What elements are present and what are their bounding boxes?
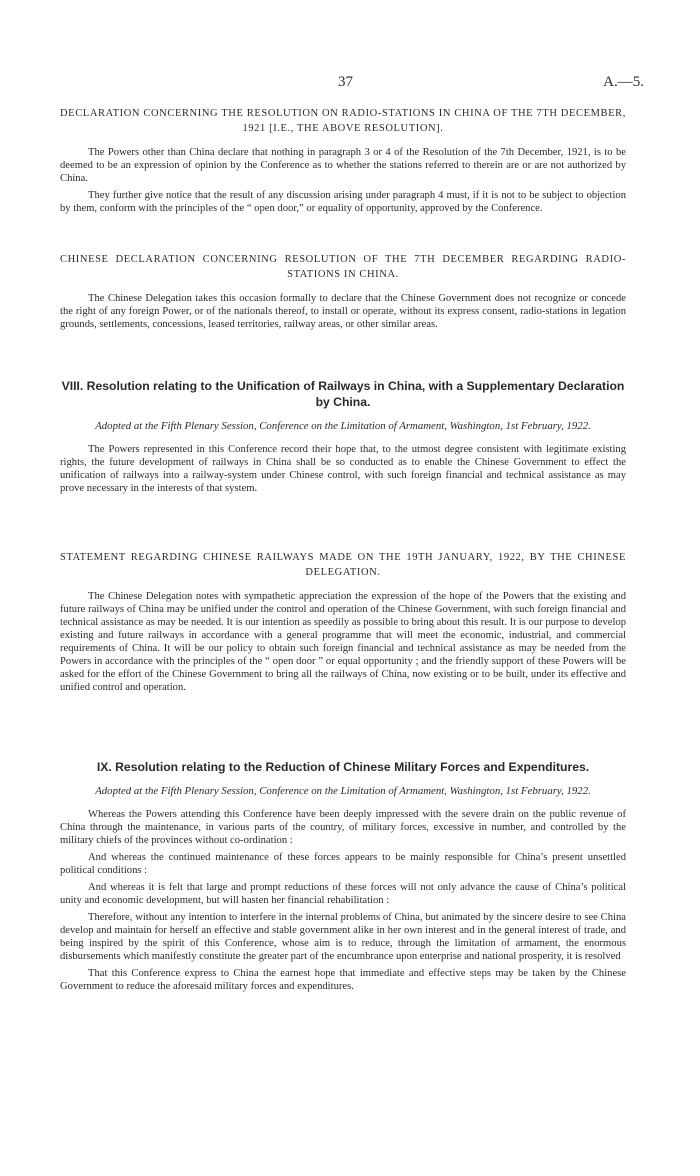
declaration-radio-heading: DECLARATION CONCERNING THE RESOLUTION ON RADIO-STATIONS IN CHINA OF THE 7TH DECEMBER, 1921 [I.E., THE ABOVE RESOLUTION]. [60,108,626,134]
section-ix-title: IX. Resolution relating to the Reduction of Chinese Military Forces and Expenditures. [96,760,590,774]
section-ix-paragraph-1: Whereas the Powers attending this Conference have been deeply impressed with the severe drain on the public revenue of China through the maintenance, in various parts of the country, of military forces, excessive in number, and controlled by the military chiefs of the provinces without co-ordination : [60,809,626,846]
section-ix-paragraph-3: And whereas it is felt that large and prompt reductions of these forces will not only advance the cause of China’s political unity and economic development, but will hasten her financial rehabilitation : [60,882,626,906]
section-ix-paragraph-4: Therefore, without any intention to interfere in the internal problems of China, but animated by the sincere desire to see China develop and maintain for herself an effective and stable government alike in her own interest and in the general interest of trade, and being inspired by the spirit of this Conference, whose aim is to reduce, through the limitation of armament, the enormous disbursements which manifestly constitute the greater part of the encumbrance upon enterprise and national prosperity, it is resolved [60,912,626,962]
statement-railways-heading: STATEMENT REGARDING CHINESE RAILWAYS MADE ON THE 19TH JANUARY, 1922, BY THE CHINESE DELEGATION. [60,552,626,578]
section-viii [60,378,626,499]
section-ix [60,759,626,997]
section-viii-title: VIII. Resolution relating to the Unification of Railways in China, with a Supplementary Declaration by China. [61,379,625,409]
chinese-declaration-section [60,252,626,335]
chinese-declaration-heading: CHINESE DECLARATION CONCERNING RESOLUTION OF THE 7TH DECEMBER REGARDING RADIO-STATIONS IN CHINA. [60,254,626,280]
declaration-radio-section [60,106,626,219]
statement-railways-paragraph: The Chinese Delegation notes with sympathetic appreciation the expression of the hope of the Powers that the existing and future railways of China may be unified under the control and operation of the Chinese Government, with such foreign financial and technical assistance as may be needed. It is our intention as speedily as possible to bring about this result. It is our purpose to develop existing and future railways in accordance with a general programme that will meet the economic, industrial, and commercial requirements of China. It will be our policy to obtain such foreign financial and technical assistance as may be needed from the Powers in accordance with the principles of the “ open door ” or equal opportunity ; and the friendly support of these Powers will be asked for the effort of the Chinese Government to bring all the railways of China, now existing or to be built, under its effective and unified control and operation. [60,591,626,693]
section-viii-adopted: Adopted at the Fifth Plenary Session, Conference on the Limitation of Armament, Washington, 1st February, 1922. [95,420,591,432]
document-reference: A.—5. [603,74,644,90]
declaration-radio-paragraph-2: They further give notice that the result of any discussion arising under paragraph 4 must, if it is not to be subject to objection by them, conform with the principles of the “ open door,” or equality of opportunity, approved by the Conference. [60,190,626,214]
declaration-radio-paragraph-1: The Powers other than China declare that nothing in paragraph 3 or 4 of the Resolution of the 7th December, 1921, is to be deemed to be an expression of opinion by the Conference as to whether the stations referred to therein are or are not authorized by China. [60,147,626,184]
page-number: 37 [338,74,353,90]
statement-railways-section [60,550,626,698]
chinese-declaration-paragraph: The Chinese Delegation takes this occasion formally to declare that the Chinese Government does not recognize or concede the right of any foreign Power, or of the nationals thereof, to install or operate, without its express consent, radio-stations in legation grounds, settlements, concessions, leased territories, railway areas, or other similar areas. [60,293,626,330]
section-ix-paragraph-2: And whereas the continued maintenance of these forces appears to be mainly responsible for China’s present unsettled political conditions : [60,852,626,876]
section-ix-paragraph-5: That this Conference express to China the earnest hope that immediate and effective steps may be taken by the Chinese Government to reduce the aforesaid military forces and expenditures. [60,968,626,992]
section-ix-adopted: Adopted at the Fifth Plenary Session, Conference on the Limitation of Armament, Washington, 1st February, 1922. [95,785,591,797]
section-viii-paragraph: The Powers represented in this Conference record their hope that, to the utmost degree consistent with legitimate existing rights, the future development of railways in China shall be so conducted as to enable the Chinese Government to effect the unification of railways into a railway-system under Chinese control, with such foreign financial and technical assistance as may prove necessary in the interests of that system. [60,444,626,494]
